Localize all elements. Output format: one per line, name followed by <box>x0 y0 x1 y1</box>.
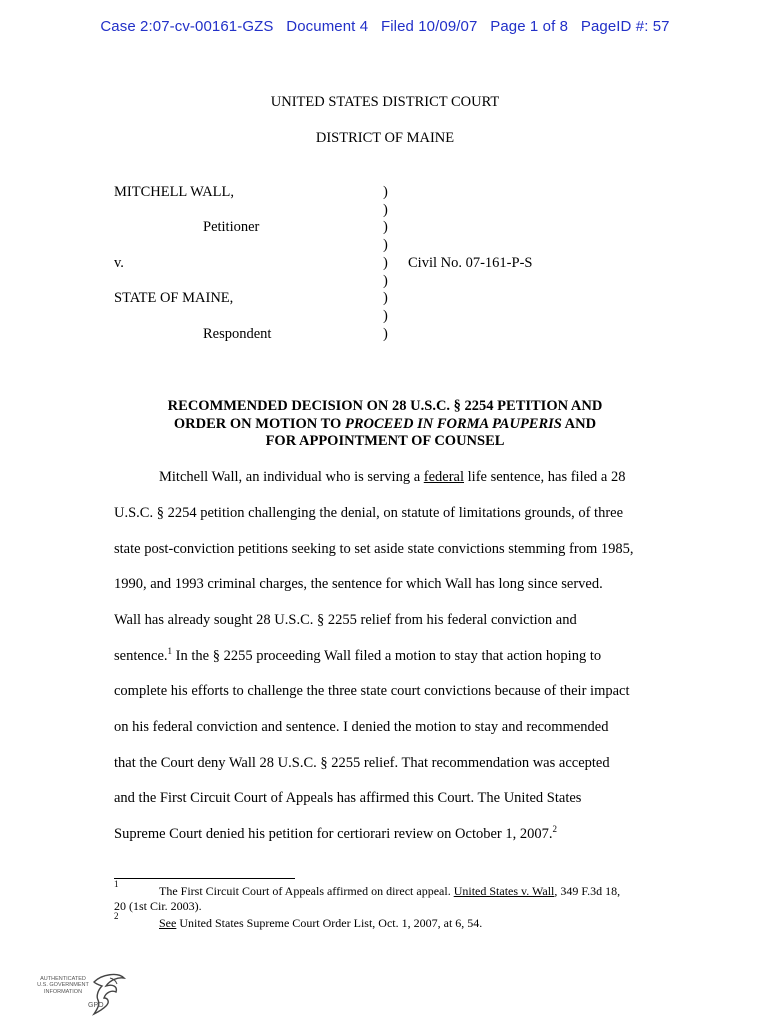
footnote-ref-1[interactable]: 1 <box>167 646 173 657</box>
title-line-2-a: ORDER ON MOTION TO <box>173 415 345 432</box>
seal-line-1: AUTHENTICATED <box>40 976 86 982</box>
caption-paren: ) <box>383 272 388 289</box>
gpo-authentication-seal <box>28 972 128 1016</box>
respondent-role: Respondent <box>203 326 272 342</box>
caption-paren: ) <box>383 201 388 218</box>
footnote-2-b: United States Supreme Court Order List, Oct. 1, 2007, at 6, 54. <box>176 916 483 930</box>
caption-paren: ) <box>383 254 388 271</box>
caption-paren: ) <box>383 237 388 254</box>
civil-number: Civil No. 07-161-P-S <box>408 255 533 271</box>
title-line-2-italic: PROCEED IN FORMA PAUPERIS <box>344 415 562 432</box>
seal-gpo: GPO <box>88 1002 104 1009</box>
body-line-1 <box>159 469 625 486</box>
caption-paren: ) <box>383 307 388 324</box>
footnote-1-case-link[interactable]: United States v. Wall <box>453 884 555 898</box>
body-line-1-b: life sentence, has filed a 28 <box>464 469 626 485</box>
respondent-name: STATE OF MAINE, <box>114 290 234 306</box>
caption-paren: ) <box>383 325 388 342</box>
body-line-6-b: In the § 2255 proceeding Wall filed a motion to stay that action hoping to <box>172 648 602 664</box>
body-line-8: on his federal conviction and sentence. I denied the motion to stay and recommended <box>114 719 609 735</box>
body-line-9: that the Court deny Wall 28 U.S.C. § 2255 relief. That recommendation was accepted <box>114 755 610 771</box>
body-line-11 <box>114 826 557 843</box>
body-line-10: and the First Circuit Court of Appeals has affirmed this Court. The United States <box>114 790 582 806</box>
footnote-2-see: See <box>159 916 177 930</box>
caption-parentheses <box>383 184 388 343</box>
court-district: DISTRICT OF MAINE <box>315 130 455 146</box>
footnote-1-number: 1 <box>114 879 119 889</box>
caption-paren: ) <box>383 219 388 236</box>
versus-label: v. <box>114 255 124 271</box>
seal-line-2: U.S. GOVERNMENT <box>37 982 89 989</box>
footnote-1-line-2: 20 (1st Cir. 2003). <box>114 899 202 913</box>
petitioner-role: Petitioner <box>203 219 260 235</box>
body-line-5: Wall has already sought 28 U.S.C. § 2255 relief from his federal conviction and <box>114 612 577 628</box>
footnote-1-b: , 349 F.3d 18, <box>554 884 621 898</box>
case-header-stamp: Case 2:07-cv-00161-GZS Document 4 Filed 10/09/07 Page 1 of 8 PageID #: 57 <box>100 18 670 35</box>
body-line-7: complete his efforts to challenge the three state court convictions because of their impact <box>114 683 630 699</box>
body-line-6-a: sentence. <box>114 648 168 664</box>
document-title <box>0 398 770 451</box>
caption-paren: ) <box>383 290 388 307</box>
footnote-1-line-1 <box>159 884 620 899</box>
title-line-2-b: AND <box>561 415 597 432</box>
footnote-2-line <box>159 916 482 931</box>
footnote-2-number: 2 <box>114 911 119 921</box>
body-line-1-a: Mitchell Wall, an individual who is serving a <box>159 469 424 485</box>
footnote-ref-2[interactable]: 2 <box>552 824 558 835</box>
title-line-3: FOR APPOINTMENT OF COUNSEL <box>265 433 505 449</box>
body-line-11-a: Supreme Court denied his petition for certiorari review on October 1, 2007. <box>114 826 553 842</box>
caption-paren: ) <box>383 184 388 200</box>
body-line-6 <box>114 648 601 665</box>
title-line-2 <box>0 416 770 434</box>
body-line-3: state post-conviction petitions seeking to set aside state convictions stemming from 1985, <box>114 541 634 557</box>
seal-line-3: INFORMATION <box>43 988 83 995</box>
body-line-4: 1990, and 1993 criminal charges, the sentence for which Wall has long since served. <box>114 576 603 592</box>
court-name: UNITED STATES DISTRICT COURT <box>270 94 500 110</box>
petitioner-name: MITCHELL WALL, <box>114 184 235 200</box>
body-line-1-federal: federal <box>423 469 465 485</box>
title-line-1: RECOMMENDED DECISION ON 28 U.S.C. § 2254 PETITION AND <box>167 398 603 414</box>
body-line-2: U.S.C. § 2254 petition challenging the denial, on statute of limitations grounds, of three <box>114 505 624 521</box>
footnote-separator <box>114 878 295 879</box>
footnote-1-a: The First Circuit Court of Appeals affirmed on direct appeal. <box>159 884 454 898</box>
